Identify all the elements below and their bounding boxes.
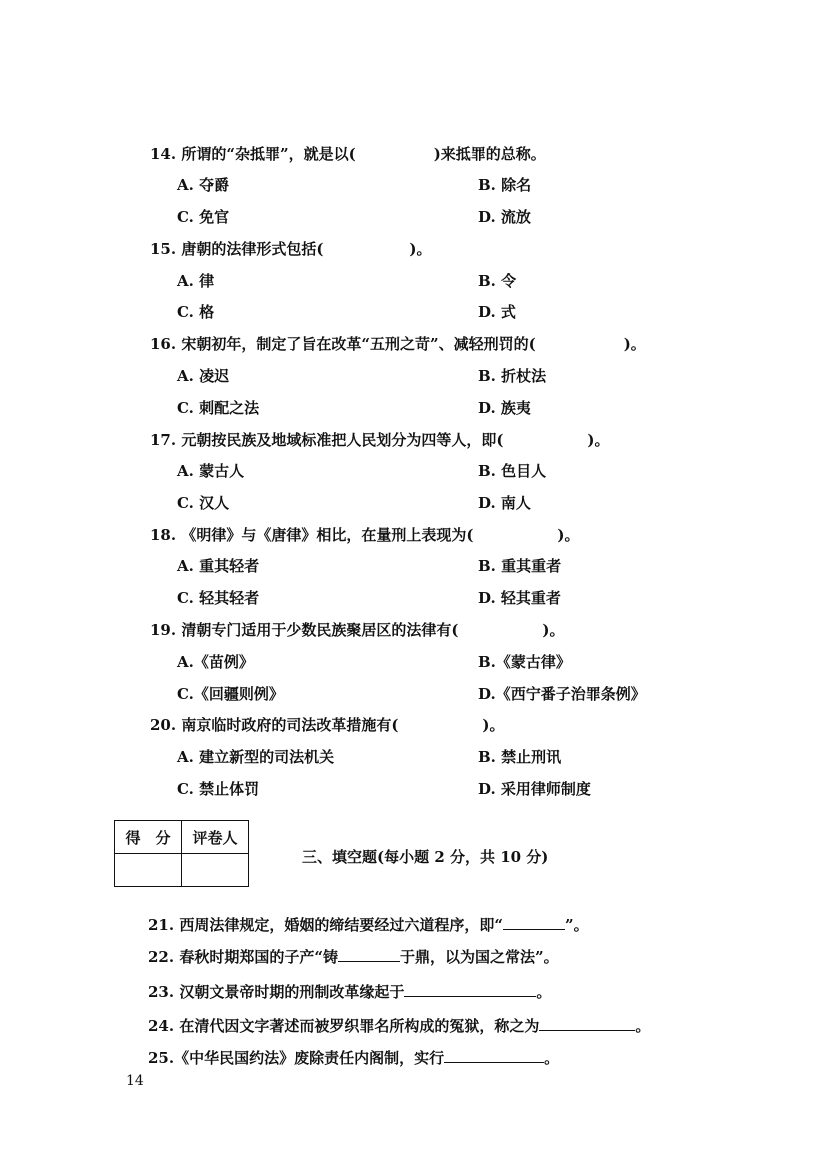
- option-b: B.《蒙古律》: [478, 653, 571, 671]
- question-18: [150, 524, 580, 545]
- option-c: C. 汉人: [177, 494, 230, 512]
- question-stem-end: )。: [482, 716, 505, 734]
- question-stem: 14. 所谓的“杂抵罪”，就是以(: [150, 145, 356, 163]
- question-stem: 18. 《明律》与《唐律》相比，在量刑上表现为(: [150, 526, 474, 544]
- fill-question-21: [148, 913, 589, 935]
- score-table: [114, 820, 249, 887]
- option-a: A. 建立新型的司法机关: [177, 748, 335, 766]
- question-19: [150, 619, 565, 640]
- answer-blank: [404, 980, 536, 997]
- option-d: D. 轻其重者: [478, 589, 561, 607]
- option-d: D. 采用律师制度: [478, 780, 591, 798]
- answer-blank: [503, 913, 565, 930]
- option-a: A. 夺爵: [177, 176, 230, 194]
- question-20: [150, 714, 505, 735]
- option-c: C. 禁止体罚: [177, 780, 260, 798]
- fill-text-end: 。: [544, 1049, 560, 1067]
- fill-question-25: [148, 1046, 559, 1068]
- option-c: C. 轻其轻者: [177, 589, 260, 607]
- fill-text: 21. 西周法律规定，婚姻的缔结要经过六道程序，即“: [148, 916, 503, 934]
- answer-blank: [539, 1014, 635, 1031]
- option-d: D. 式: [478, 303, 516, 321]
- question-stem: 19. 清朝专门适用于少数民族聚居区的法律有(: [150, 621, 459, 639]
- fill-question-22: [148, 945, 559, 967]
- fill-text: 22. 春秋时期郑国的子产“铸: [148, 948, 338, 966]
- answer-blank: [338, 945, 400, 962]
- option-a: A. 律: [177, 272, 215, 290]
- option-b: B. 令: [478, 272, 517, 290]
- option-b: B. 禁止刑讯: [478, 748, 562, 766]
- option-b: B. 色目人: [478, 462, 547, 480]
- question-stem-end: )。: [409, 240, 432, 258]
- section-title: 三、填空题(每小题 2 分，共 10 分): [302, 848, 549, 866]
- option-b: B. 重其重者: [478, 557, 562, 575]
- option-c: C.《回疆则例》: [177, 685, 284, 703]
- fill-text: 25.《中华民国约法》废除责任内阁制，实行: [148, 1049, 445, 1067]
- question-stem-end: )。: [587, 431, 610, 449]
- option-b: B. 除名: [478, 176, 532, 194]
- question-stem: 17. 元朝按民族及地域标准把人民划分为四等人，即(: [150, 431, 504, 449]
- option-a: A. 蒙古人: [177, 462, 245, 480]
- question-stem-end: )。: [542, 621, 565, 639]
- option-a: A. 重其轻者: [177, 557, 260, 575]
- page-number: 14: [126, 1073, 144, 1089]
- option-d: D.《西宁番子治罪条例》: [478, 685, 646, 703]
- option-a: A.《苗例》: [177, 653, 254, 671]
- fill-text-end: 于鼎，以为国之常法”。: [399, 948, 559, 966]
- score-cell: [115, 854, 182, 887]
- question-17: [150, 429, 610, 450]
- option-b: B. 折杖法: [478, 367, 547, 385]
- fill-question-24: [148, 1014, 650, 1036]
- option-c: C. 免官: [177, 208, 230, 226]
- fill-text-end: 。: [635, 1017, 651, 1035]
- question-16: [150, 333, 646, 354]
- question-15: [150, 238, 432, 259]
- score-label: 得 分: [115, 821, 182, 854]
- question-stem: 20. 南京临时政府的司法改革措施有(: [150, 716, 399, 734]
- option-c: C. 刺配之法: [177, 399, 260, 417]
- option-c: C. 格: [177, 303, 215, 321]
- grader-cell: [182, 854, 249, 887]
- question-stem-end: )来抵罪的总称。: [433, 145, 546, 163]
- question-stem: 16. 宋朝初年，制定了旨在改革“五刑之苛”、减轻刑罚的(: [150, 335, 536, 353]
- question-stem: 15. 唐朝的法律形式包括(: [150, 240, 324, 258]
- question-stem-end: )。: [557, 526, 580, 544]
- option-d: D. 流放: [478, 208, 531, 226]
- question-stem-end: )。: [623, 335, 646, 353]
- option-d: D. 南人: [478, 494, 531, 512]
- fill-text-end: ”。: [564, 916, 589, 934]
- grader-label: 评卷人: [182, 821, 249, 854]
- fill-text-end: 。: [536, 983, 552, 1001]
- question-14: [150, 143, 546, 164]
- answer-blank: [444, 1046, 544, 1063]
- option-a: A. 凌迟: [177, 367, 230, 385]
- fill-text: 23. 汉朝文景帝时期的刑制改革缘起于: [148, 983, 405, 1001]
- fill-question-23: [148, 980, 551, 1002]
- fill-text: 24. 在清代因文字著述而被罗织罪名所构成的冤狱，称之为: [148, 1017, 540, 1035]
- option-d: D. 族夷: [478, 399, 531, 417]
